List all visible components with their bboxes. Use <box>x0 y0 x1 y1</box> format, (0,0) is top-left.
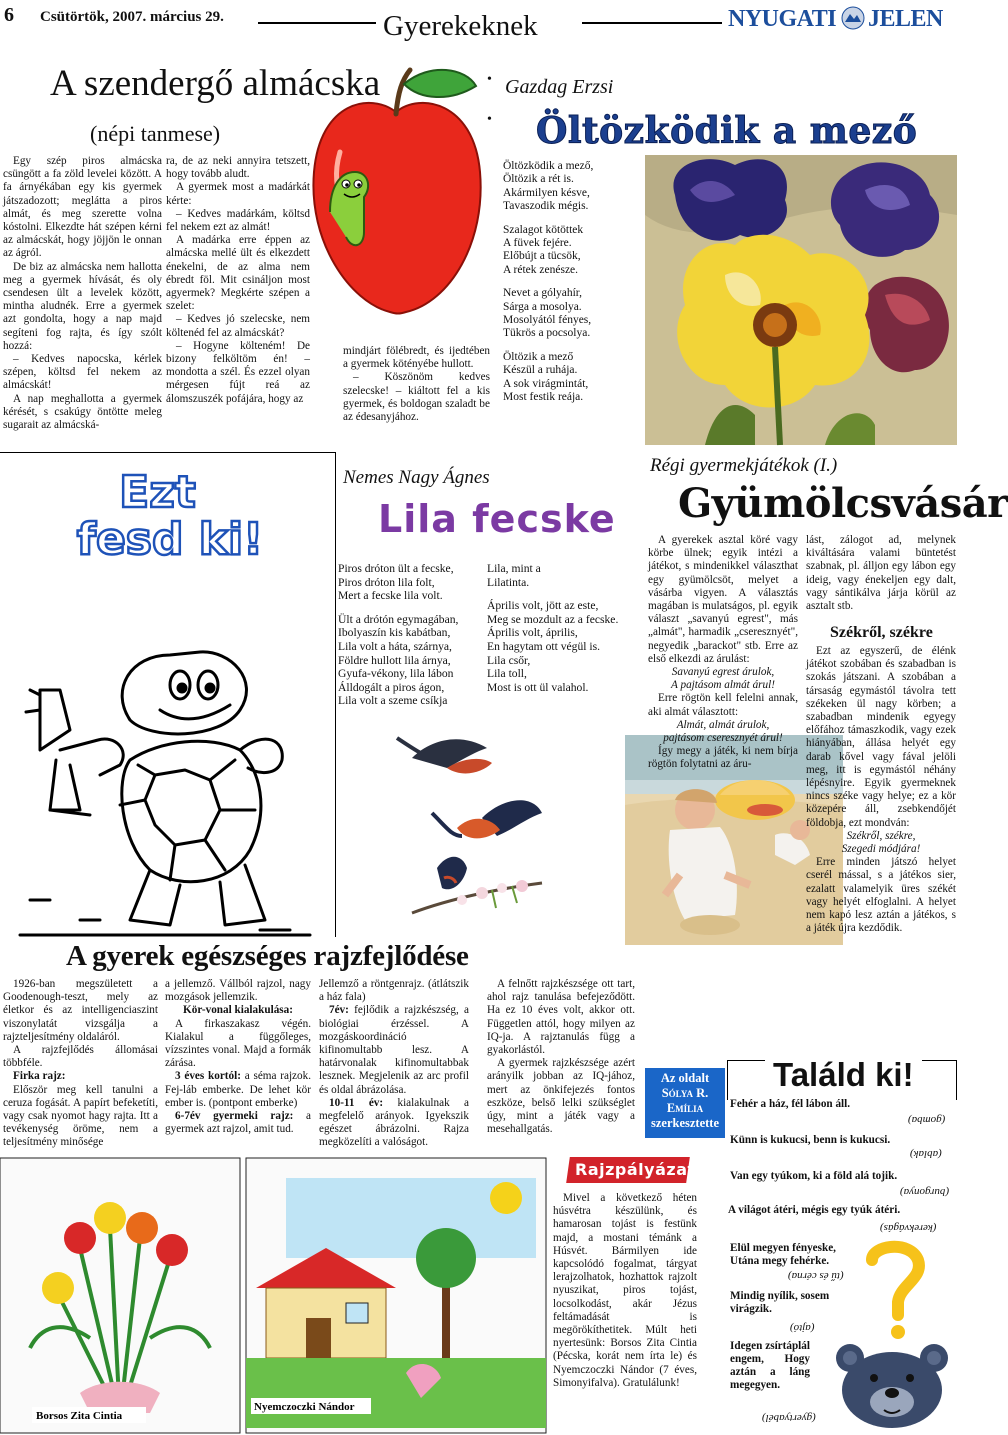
verse-line: A füvek fejére. <box>503 237 572 250</box>
drawing-subhead: 7év: <box>329 1004 349 1017</box>
verse-line: Öltözködik a mező, <box>503 160 594 172</box>
tale-paragraph: A nap meghallotta a gyermek kérését, s csakúgy öntötte meleg sugarait az almácská- <box>3 392 162 432</box>
verse-line: Nevet a gólyahír, <box>503 287 583 300</box>
games-col-1 <box>648 534 798 772</box>
verse-line: Április volt, jött az este, <box>487 599 599 613</box>
tale-paragraph: A gyermek most a madárkát kérte: <box>166 181 310 207</box>
games-paragraph: Ezt az egyszerű, de élénk játékot szobában és szabadban is szokás játszani. A szobában a társaság egymástól távolra tett székeken ül nagy körben; a szabadban mindenik egyegy előfához támaszkodik, vagy ezek hiányában, állása helyét egy darab kővel vagy fával jelöli meg, itt is egymástól néhány lépésnyire. Egyik gyermeknek nincs széke vagy helye; ez a kör közepére áll, zsebkendőjét földobja, ezt mondván: <box>806 645 956 829</box>
coloring-title-line-1: Ezt <box>119 467 196 518</box>
games-paragraph: Erre minden játszó helyet cserél mással, s a játékos sier, ezalatt valamelyik üres székét vagy helyét elfoglalni. A helyet nem kapó lesz aztán a játékos, s a játék újra kezdődik. <box>806 856 956 935</box>
drawing-paragraph: kialakulnak a megfelelő arányok. Igyekszik egészet ábrázolni. Rajza megközelíti a valóságot. <box>319 1096 469 1149</box>
drawing-subhead: 6-7év gyermeki rajz: <box>175 1110 294 1123</box>
drawing-paragraph: fejlődik a rajzkészség, a biológiai érzéssel. A mozgáskoordináció kifinomultabb lesz. A határvonalak kifinomultabbak lesznek. Megjelenik az arc profil és oldal ábrázolása. <box>319 1004 469 1096</box>
verse-line: Mosolyától fényes, <box>503 314 592 327</box>
masthead-logo <box>728 4 956 34</box>
riddle-question: Mindig nyílik, sosem virágzik. <box>730 1290 830 1315</box>
drawing-paragraph: A rajzfejlődés állomásai többféle. <box>3 1044 158 1070</box>
verse-line: Tükrös a pocsolya. <box>503 327 591 340</box>
editor-line: szerkesztette <box>650 1116 719 1130</box>
riddle-answer: (burgonya) <box>900 1186 950 1198</box>
verse-line: Szalagot kötöttek <box>503 223 584 236</box>
verse-line: Április volt, április, <box>487 626 578 640</box>
tale-col-2 <box>166 155 310 406</box>
page-number: 6 <box>4 4 14 26</box>
drawing-caption-1: Borsos Zita Cintia <box>36 1410 123 1422</box>
tale-paragraph: – Köszönöm kedves szelecske! – kiáltott fel a kis gyermek, és boldogan szaladt be az édesanyjához. <box>343 371 490 424</box>
tale-paragraph: mindjárt fölébredt, és ijedtében a gyermek kötényébe hullott. <box>343 345 490 371</box>
verse-line: En hagytam ott végül is. <box>487 639 601 653</box>
poem2-col-2 <box>487 562 622 704</box>
riddle-question: Idegen zsírtáplál engem, Hogy aztán a láng megegyen. <box>730 1340 810 1391</box>
games-title: Gyümölcsvásár <box>678 480 1008 527</box>
games-chant-line: Almát, almát árulok, <box>676 718 770 731</box>
verse-line: Földre hullott lila árnya, <box>338 653 451 667</box>
games-chant-line: Szegedi módjára! <box>841 843 921 856</box>
riddle-answer: (ablak) <box>910 1148 942 1160</box>
tale-paragraph: – Kedves madárkám, költsd fel nekem ezt az almát! <box>166 208 310 234</box>
verse-line: A sok virágmintát, <box>503 377 589 390</box>
verse-line: Készül a ruhája. <box>503 364 578 377</box>
poem2-author: Nemes Nagy Ágnes <box>343 467 490 488</box>
verse-line: Tavaszodik mégis. <box>503 200 589 213</box>
poem1-stanza <box>503 351 643 405</box>
tale-paragraph: A madárka erre éppen az almácska mellé ült és elkezdett énekelni, de az alma nem ébredt föl. Mit csináljon most agyermek? Megkérte szépen a szelet: <box>166 234 310 313</box>
tale-paragraph: – Kedves napocska, kérlek szépen, költsd fel nekem az almácskát! <box>3 353 162 393</box>
drawing-subhead: 3 éves kortól: <box>175 1070 241 1083</box>
games-kicker: Régi gyermekjátékok (I.) <box>650 455 838 476</box>
verse-line: Most is ott ül valahol. <box>487 680 589 694</box>
drawing-paragraph: 1926-ban megszületett a Goodenough-teszt, mely az életkor és az intelligenciaszint viszonylatát vizsgálja a rajzteljesítmény oldaláról. <box>3 978 158 1043</box>
child-drawing-flowers <box>0 1158 240 1433</box>
poem2-stanza <box>487 562 622 589</box>
drawing-col-1 <box>3 978 158 1150</box>
drawing-paragraph: Jellemző a röntgenrajz. (átlátszik a ház fala) <box>319 978 469 1004</box>
header-rule-right <box>582 22 722 24</box>
tale-title: A szendergő almácska <box>50 63 381 104</box>
riddle-question: Elül megyen fényeske, Utána megy fehérke. <box>730 1242 836 1267</box>
riddle-question: Künn is kukucsi, benn is kukucsi. <box>730 1134 891 1146</box>
turtle-coloring-picture <box>20 600 310 945</box>
poem1-stanza <box>503 160 643 214</box>
verse-line: Akármilyen késve, <box>503 186 590 199</box>
games-chant-line: A pajtásom almát árul! <box>671 679 775 692</box>
verse-line: Lila volt a szeme csíkja <box>338 694 448 708</box>
section-title: Gyerekeknek <box>383 10 538 42</box>
riddle-question: A világot átéri, mégis egy tyúk átéri. <box>728 1204 901 1216</box>
riddle-answer: (tű és cérna) <box>788 1270 844 1282</box>
games-chant-line: pajtásom cseresznyét árul! <box>663 732 783 745</box>
verse-line: Öltözik a rét is. <box>503 173 574 186</box>
tale-paragraph: – Hogyne költeném! De bizony felköltöm én! – mondotta a szél. És ezzel olyan mérgesen fújt reá az álomszuszék pofájára, hogy az <box>166 340 310 406</box>
apple-illustration <box>300 62 492 334</box>
poem1-title: Öltözködik a mező <box>536 110 918 152</box>
games-paragraph: Így megy a játék, ki nem bírja rögtön folytatni az áru- <box>648 745 798 771</box>
riddles-box-line-left <box>727 1060 728 1100</box>
verse-line: Lila csőr, <box>487 653 531 667</box>
drawing-paragraph: Először meg kell tanulni a ceruza fogását. A papírt befeketíti, vagy csak nyomot hagy rajta. Itt a tevékenység öröme, nem a teljesítmény minősége <box>3 1083 158 1149</box>
poem2-stanza <box>338 562 488 603</box>
verse-line: Lila volt a háta, szárnya, <box>338 639 452 653</box>
drawing-col-4 <box>487 978 635 1136</box>
verse-line: Lila, mint a <box>487 562 541 575</box>
drawing-col-2 <box>165 978 311 1136</box>
contest-title: Rajzpályázat <box>575 1160 696 1179</box>
riddle-answer: (gyertyabél) <box>762 1412 816 1424</box>
drawing-title: A gyerek egészséges rajzfejlődése <box>66 940 469 972</box>
drawing-paragraph: a séma rajzok. Fej-láb emberke. De lehet kör ember is. (pontpont emberke) <box>165 1070 312 1109</box>
editor-line: Az oldalt <box>660 1071 710 1085</box>
drawing-subhead: Firka rajz: <box>13 1070 66 1083</box>
editor-line: Sólya R. <box>661 1086 709 1100</box>
contest-text: Mivel a következő héten húsvétra készülünk, és hamarosan tojást is festünk majd, a mostani témánk a Húsvét. Bármilyen ide kapcsolódó fogalmat, tárgyat lerajzolhatok, hozhattok rajzolt nyuszikat, piros tojást, locsolkodást, akár Jézus feltámadását is megörökíthetitek. Múlt heti nyertesünk: Borsos Zita Cintia (Pécska, korát nem írta le) és Nyemczoczki Nándor (7 éves, Simonyifalva). Gratulálunk! <box>553 1192 697 1389</box>
games-paragraph: A gyerekek asztal köré vagy körbe ülnek; egyik intézi a játékot, s mindenikkel választhat egy gyümölcsöt, melyet a vásárba vigyen. A választás magában is mulatságos, pl. egyik választ „savanyú egrest", más „almát", harmadik „cseresznyét", negyedik „barackot" stb. Erre az első elkezdi az árulást: <box>648 534 798 665</box>
child-drawing-landscape <box>246 1158 546 1433</box>
tale-paragraph: ra, de az neki annyira tetszett, hogy tovább aludt. <box>166 155 310 181</box>
verse-line: Piros dróton lila folt, <box>338 575 435 589</box>
editor-line: Emília <box>666 1101 704 1115</box>
poem2-col-1 <box>338 562 488 718</box>
poem1-text <box>503 160 643 415</box>
verse-line: Lila toll, <box>487 667 527 681</box>
games-sub-text <box>806 645 956 935</box>
poem1-author: Gazdag Erzsi <box>505 76 614 98</box>
verse-line: Most festik reája. <box>503 391 584 404</box>
coloring-right-rule <box>335 452 336 937</box>
tale-paragraph: De biz az almácska nem hallotta meg a gyermek hívását, és oly csendesen ült a levelek között, mintha aludnék. Erre a gyermek azt gondolta, hogy a nap majd segíteni fog rajta, és így szólt hozzá: <box>3 260 162 352</box>
poem2-title: Lila fecske <box>378 497 616 541</box>
drawing-paragraph: a jellemző. Vállból rajzol, nagy mozgások jellemzik. <box>165 978 311 1004</box>
riddle-question: Van egy tyúkom, ki a föld alá tojik. <box>730 1170 898 1182</box>
verse-line: Meg se mozdult az a fecske. <box>487 612 619 626</box>
tale-paragraph: Egy szép piros almácska csüngött a fa zöld levelei között. A fa árnyékában egy kis gyermek játszadozott; meglátta a piros almát, és meg szerette volna kóstolni. Elkezdte hát szépen kérni az almácskát, hogy jöjjön le onnan az ágról. <box>3 155 162 260</box>
verse-line: Ibolyaszín kis kabátban, <box>338 626 451 640</box>
verse-line: Sárga a mosolya. <box>503 300 582 313</box>
drawing-col-3 <box>319 978 469 1150</box>
drawing-subhead: Kör-vonal kialakulása: <box>183 1004 293 1017</box>
poem2-stanza <box>487 599 622 694</box>
swallows-illustration <box>392 718 547 928</box>
coloring-title-line-2: fesd ki! <box>76 514 264 565</box>
riddle-answer: (gomba) <box>908 1114 946 1126</box>
games-col-2 <box>806 534 956 613</box>
tale-subtitle: (népi tanmese) <box>90 121 221 146</box>
bear-question-mark <box>820 1240 960 1430</box>
poem2-stanza <box>338 613 488 708</box>
riddle-question: Fehér a ház, fél lábon áll. <box>730 1098 851 1110</box>
flower-painting <box>645 155 957 445</box>
coloring-top-rule <box>0 452 335 453</box>
masthead-right: JELEN <box>868 6 943 32</box>
tale-paragraph: – Kedves jó szelecske, nem költenéd fel az almácskát? <box>166 313 310 339</box>
tale-col-1 <box>3 155 162 432</box>
games-subtitle: Székről, székre <box>830 624 933 641</box>
page-date: Csütörtök, 2007. március 29. <box>40 9 224 25</box>
riddles-box-line-right <box>956 1060 957 1100</box>
poem1-stanza <box>503 287 643 341</box>
drawing-paragraph: A firkaszakasz végén. Kialakul a függőleges, vízszintes vonal. Majd a formák zárása. <box>165 1017 311 1070</box>
verse-line: Gyufa-vékony, lila lábon <box>338 667 454 681</box>
coloring-title <box>55 467 285 565</box>
verse-line: Ült a drótón egymagában, <box>338 612 459 626</box>
games-paragraph: lást, zálogot ad, melynek kiváltására valami büntetést szabnak, pl. álljon egy lábon egy ideig, vagy énekeljen egy dalt, vagy sántikálva járja körül az asztalt stb. <box>806 534 956 613</box>
verse-line: Piros dróton ült a fecske, <box>338 562 454 575</box>
verse-line: Álldogált a piros ágon, <box>338 680 445 694</box>
verse-line: Mert a fecske lila volt. <box>338 589 443 603</box>
riddles-title: Találd ki! <box>765 1056 922 1094</box>
verse-line: Lilatinta. <box>487 575 530 589</box>
masthead-emblem-icon <box>841 6 865 30</box>
header-rule-left <box>258 22 376 24</box>
riddle-answer: (kerekvágás) <box>880 1222 937 1234</box>
riddle-answer: (ajtó) <box>790 1322 815 1334</box>
verse-line: Öltözik a mező <box>503 350 574 363</box>
drawing-subhead: 10-11 év: <box>329 1096 384 1109</box>
drawing-paragraph: a gyermek azt rajzol, amit tud. <box>165 1110 312 1136</box>
games-chant-line: Székről, székre, <box>846 829 916 842</box>
editor-box <box>645 1068 725 1138</box>
column-dots: • • <box>487 72 492 127</box>
games-paragraph: Erre rögtön kell felelni annak, aki almát választott: <box>648 692 798 718</box>
drawing-paragraph: A gyermek rajzkészsége azért arányilk jobban az IQ-jához, mert az önkifejezés fontos eszköze, belső lelki szükséglet úgy, mint a játék vagy a mesehallgatás. <box>487 1057 635 1136</box>
drawing-paragraph: A felnőtt rajzkészsége ott tart, ahol rajz tanulása befejeződött. Ha ez 10 éves volt, akkor ott. Független attól, hogy milyen az IQ-ja. A rajztanulás függ a gyakorlástól. <box>487 978 635 1057</box>
masthead-left: NYUGATI <box>728 6 837 32</box>
drawing-caption-2: Nyemczoczki Nándor <box>254 1401 355 1413</box>
tale-col-3 <box>343 345 490 424</box>
verse-line: A rétek zenésze. <box>503 263 579 276</box>
poem1-stanza <box>503 224 643 278</box>
verse-line: Előbújt a tücsök, <box>503 250 581 263</box>
games-chant-line: Savanyú egrest árulok, <box>671 666 775 679</box>
